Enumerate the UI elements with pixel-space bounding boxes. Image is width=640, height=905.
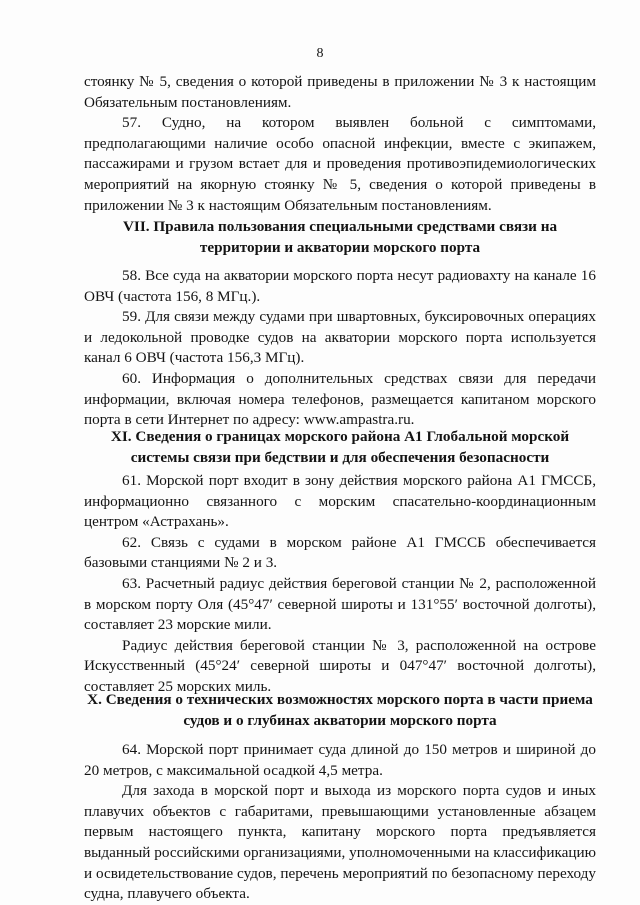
paragraph-continuation: стоянку № 5, сведения о которой приведены в приложении № 3 к настоящим Обязательным постановлениям.	[84, 73, 596, 111]
section-x-body	[84, 740, 596, 905]
section-x-heading: X. Сведения о технических возможностях морского порта в части приема судов и о глубинах акватории морского порта	[87, 691, 593, 729]
paragraph-61: 61. Морской порт входит в зону действия морского района А1 ГМССБ, информационно связанного с морским спасательно-координационным центром «Астрахань».	[84, 472, 596, 531]
paragraph-64-large-vessels: Для захода в морской порт и выхода из морского порта судов и иных плавучих объектов с габаритами, превышающими установленные абзацем первым настоящего пункта, капитану морского порта предъявляется выданный российскими организациями, уполномоченными на классификацию и освидетельствование судов, перечень мероприятий по безопасному переходу судна, плавучего объекта.	[84, 782, 596, 903]
section-vii-heading: VII. Правила пользования специальными средствами связи на территории и акватории морского порта	[122, 218, 558, 256]
section-vii-body	[84, 266, 596, 431]
section-vii-heading-block	[84, 217, 596, 258]
paragraph-63: 63. Расчетный радиус действия береговой станции № 2, расположенной в морском порту Оля (45°47′ северной широты и 131°55′ восточной долготы), составляет 23 морские мили.	[84, 574, 596, 634]
paragraph-63-station-3: Радиус действия береговой станции № 3, расположенной на острове Искусственный (45°24′ северной широты и 047°47′ восточной долготы), составляет 25 морских миль.	[84, 636, 596, 695]
section-xi-heading-block	[84, 427, 596, 468]
top-continuation	[84, 72, 596, 216]
paragraph-58: 58. Все суда на акватории морского порта несут радиовахту на канале 16 ОВЧ (частота 156, 8 МГц.).	[84, 267, 596, 305]
section-x-heading-block	[84, 690, 596, 731]
paragraph-57: 57. Судно, на котором выявлен больной с симптомами, предполагающими наличие особо опасной инфекции, вместе с экипажем, пассажирами и грузом встает для и проведения противоэпидемиологических мероприятий на якорную стоянку № 5, сведения о которой приведены в приложении № 3 к настоящим Обязательным постановлениям.	[84, 114, 596, 214]
paragraph-60: 60. Информация о дополнительных средствах связи для передачи информации, включая номера телефонов, размещается капитаном морского порта в сети Интернет по адресу: www.ampastra.ru.	[84, 369, 596, 429]
paragraph-62: 62. Связь с судами в морском районе А1 ГМССБ обеспечивается базовыми станциями № 2 и 3.	[84, 533, 596, 572]
section-xi-heading: XI. Сведения о границах морского района А1 Глобальной морской системы связи при бедствии и для обеспечения безопасности	[110, 428, 570, 466]
section-xi-body	[84, 471, 596, 698]
paragraph-59: 59. Для связи между судами при швартовных, буксировочных операциях и ледокольной проводке судов на акватории морского порта используется канал 6 ОВЧ (частота 156,3 МГц).	[84, 308, 596, 367]
paragraph-64: 64. Морской порт принимает суда длиной до 150 метров и шириной до 20 метров, с максимальной осадкой 4,5 метра.	[84, 741, 596, 779]
page-number: 8	[316, 46, 324, 61]
